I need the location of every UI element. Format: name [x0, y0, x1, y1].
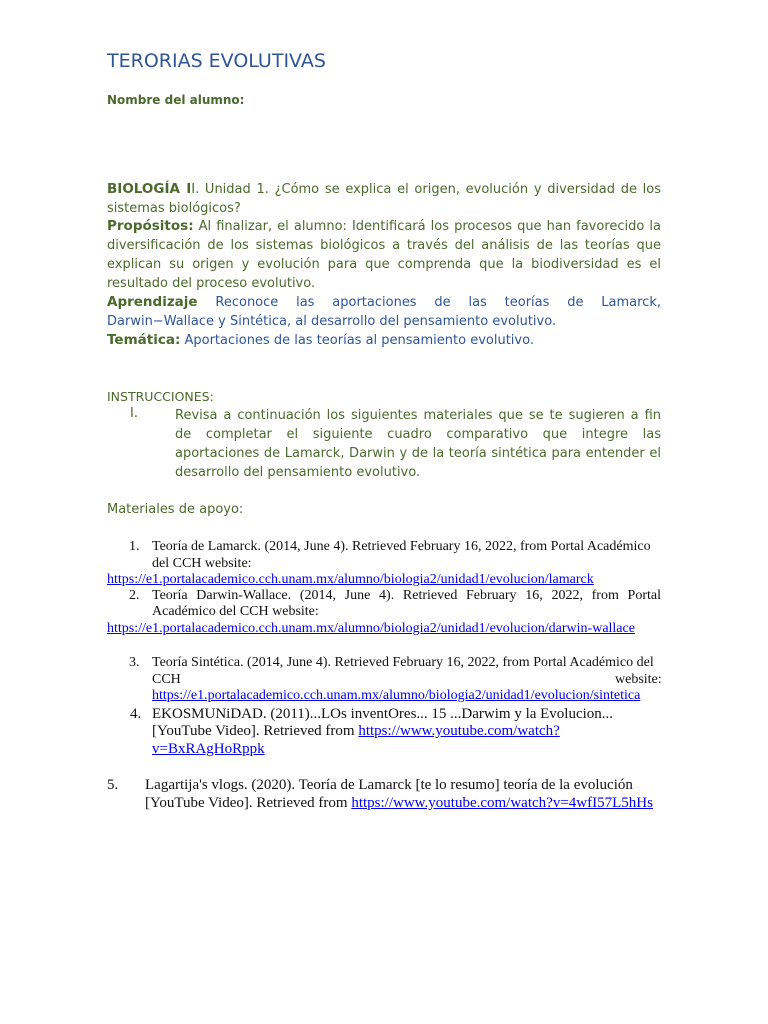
biologia-label: BIOLOGÍA I — [107, 181, 192, 197]
reference-number: 5. — [107, 777, 119, 793]
propositos-text: Al finalizar, el alumno: Identificará los procesos que han favorecido la diversificación de los sistemas biológicos a través del análisis de las teorías que explican su origen y evolución para que comprenda que la biodiversidad es el resultado del proceso evolutivo. — [107, 219, 661, 291]
document-title: TERORIAS EVOLUTIVAS — [107, 50, 326, 72]
instructions-heading: INSTRUCCIONES: — [107, 389, 214, 404]
reference-text-continued: Académico del CCH website: — [152, 604, 319, 619]
reference-text: Lagartija's vlogs. (2020). Teoría de Lamarck [te lo resumo] teoría de la evolución — [145, 777, 633, 793]
student-name-label: Nombre del alumno: — [107, 93, 245, 107]
reference-text: Teoría de Lamarck. (2014, June 4). Retrieved February 16, 2022, from Portal Académico — [152, 539, 651, 554]
reference-text-continued: website: — [615, 672, 662, 687]
biologia-paragraph — [107, 180, 661, 218]
reference-link[interactable]: https://www.youtube.com/watch? — [358, 723, 560, 739]
aprendizaje-paragraph — [107, 293, 661, 331]
reference-retrieved-text: [YouTube Video]. Retrieved from — [152, 723, 359, 739]
tematica-text: Aportaciones de las teorías al pensamiento evolutivo. — [180, 333, 534, 348]
reference-text-continued — [145, 794, 653, 812]
reference-text: Teoría Sintética. (2014, June 4). Retrieved February 16, 2022, from Portal Académico del — [152, 655, 654, 670]
reference-number: 2. — [129, 588, 140, 603]
reference-text-continued — [152, 722, 560, 740]
propositos-paragraph — [107, 217, 661, 293]
aprendizaje-label: Aprendizaje — [107, 294, 198, 310]
propositos-label: Propósitos: — [107, 218, 194, 234]
materials-heading: Materiales de apoyo: — [107, 502, 244, 517]
reference-number: 1. — [129, 539, 140, 554]
reference-number: 3. — [129, 655, 140, 670]
tematica-label: Temática: — [107, 332, 181, 348]
reference-number: 4. — [130, 706, 142, 722]
reference-link[interactable]: https://e1.portalacademico.cch.unam.mx/alumno/biologia2/unidad1/evolucion/sintetica — [152, 688, 641, 703]
reference-text-continued: del CCH website: — [152, 556, 252, 571]
reference-link[interactable]: https://e1.portalacademico.cch.unam.mx/alumno/biologia2/unidad1/evolucion/lamarck — [107, 572, 594, 587]
instructions-number: I. — [130, 406, 138, 421]
reference-text: Teoría Darwin-Wallace. (2014, June 4). Retrieved February 16, 2022, from Portal — [152, 588, 661, 603]
reference-text: EKOSMUNiDAD. (2011)...LOs inventOres... 15 ...Darwim y la Evolucion... — [152, 706, 614, 722]
instructions-text: Revisa a continuación los siguientes materiales que se te sugieren a fin de completar el siguiente cuadro comparativo que integre las aportaciones de Lamarck, Darwin y de la teoría sintética para entender el desarrollo del pensamiento evolutivo. — [175, 408, 661, 480]
biologia-text: I. Unidad 1. ¿Cómo se explica el origen, evolución y diversidad de los sistemas biológicos? — [107, 182, 661, 216]
reference-link[interactable]: https://www.youtube.com/watch?v=4wfI57L5hHs — [351, 795, 653, 811]
reference-link[interactable]: https://e1.portalacademico.cch.unam.mx/alumno/biologia2/unidad1/evolucion/darwin-wallace — [107, 621, 635, 636]
tematica-paragraph — [107, 331, 661, 350]
aprendizaje-text: Reconoce las aportaciones de las teorías de Lamarck, Darwin−Wallace y Sintética, al desarrollo del pensamiento evolutivo. — [107, 295, 661, 329]
reference-text-continued: CCH — [152, 672, 181, 687]
reference-retrieved-text: [YouTube Video]. Retrieved from — [145, 795, 352, 811]
reference-link-continued[interactable]: v=BxRAgHoRppk — [152, 741, 265, 757]
